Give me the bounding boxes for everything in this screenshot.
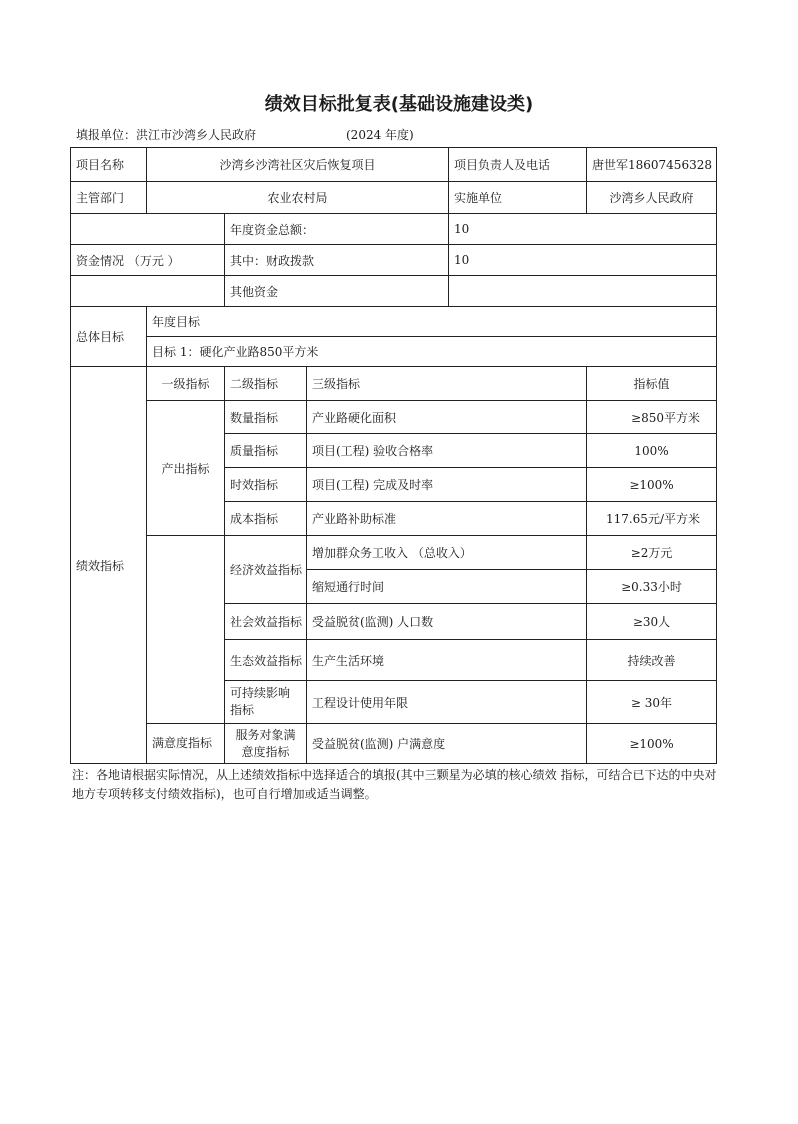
report-year: (2024 年度) [346,128,414,142]
dept-value: 农业农村局 [147,182,449,214]
funds-fiscal-label: 其中：财政拨款 [225,245,449,276]
project-name-label: 项目名称 [71,148,147,182]
goal-1: 目标 1：硬化产业路850平方米 [147,337,717,367]
performance-target-table [70,147,717,764]
footnote: 注：各地请根据实际情况，从上述绩效指标中选择适合的填报(其中三颗星为必填的核心绩效 指标，可结合已下达的中央对地方专项转移支付绩效指标)，也可自行增加或适当调整。 [72,768,717,801]
impl-unit-label: 实施单位 [449,182,587,214]
level-3-cell: 工程设计使用年限 [307,681,587,724]
level-3-cell: 项目(工程) 完成及时率 [307,468,587,502]
funds-fiscal-value: 10 [449,245,717,276]
funds-total-label: 年度资金总额： [225,214,449,245]
indicator-value: ≥100% [587,724,717,764]
project-contact: 唐世军18607456328 [587,148,717,182]
level-2-cell: 数量指标 [225,401,307,434]
indicator-value: ≥850平方米 [587,401,717,434]
indicator-value: ≥100% [587,468,717,502]
indicator-value: ≥2万元 [587,536,717,570]
project-contact-label: 项目负责人及电话 [449,148,587,182]
level-3-cell: 产业路硬化面积 [307,401,587,434]
impl-unit-value: 沙湾乡人民政府 [587,182,717,214]
funds-other-label: 其他资金 [225,276,449,307]
level-3-cell: 缩短通行时间 [307,570,587,604]
indicator-value: ≥0.33小时 [587,570,717,604]
level-3-cell: 受益脱贫(监测) 户满意度 [307,724,587,764]
header-value: 指标值 [587,367,717,401]
satisfaction-indicators-label: 满意度指标 [147,724,225,764]
level-2-cell: 质量指标 [225,434,307,468]
indicator-value: 持续改善 [587,640,717,681]
dept-label: 主管部门 [71,182,147,214]
reporting-unit: 填报单位：洪江市沙湾乡人民政府 [76,128,257,142]
indicator-value: ≥30人 [587,604,717,640]
project-name: 沙湾乡沙湾社区灾后恢复项目 [147,148,449,182]
level-3-cell: 增加群众务工收入 （总收入） [307,536,587,570]
level-2-cell: 社会效益指标 [225,604,307,640]
funds-total-value: 10 [449,214,717,245]
overall-goal-label: 总体目标 [71,307,147,367]
annual-goal-label: 年度目标 [147,307,717,337]
level-2-cell: 经济效益指标 [225,536,307,604]
indicator-value: 117.65元/平方米 [587,502,717,536]
indicator-value: ≥ 30年 [587,681,717,724]
benefit-indicators-label [147,536,225,724]
funds-blank [71,214,225,245]
level-2-cell: 时效指标 [225,468,307,502]
level-3-cell: 受益脱贫(监测) 人口数 [307,604,587,640]
level-3-cell: 产业路补助标准 [307,502,587,536]
level-2-cell: 可持续影响指标 [225,681,307,724]
header-level-2: 二级指标 [225,367,307,401]
perf-indicators-label: 绩效指标 [71,367,147,764]
indicator-value: 100% [587,434,717,468]
document-title: 绩效目标批复表(基础设施建设类) [264,94,534,115]
level-3-cell: 生产生活环境 [307,640,587,681]
header-level-3: 三级指标 [307,367,587,401]
output-indicators-label: 产出指标 [147,401,225,536]
funds-label: 资金情况 （万元 ） [71,245,225,276]
funds-blank-2 [71,276,225,307]
funds-other-value [449,276,717,307]
report-meta [76,126,414,143]
level-2-cell: 服务对象满意度指标 [225,724,307,764]
level-2-cell: 成本指标 [225,502,307,536]
header-level-1: 一级指标 [147,367,225,401]
level-2-cell: 生态效益指标 [225,640,307,681]
level-3-cell: 项目(工程) 验收合格率 [307,434,587,468]
